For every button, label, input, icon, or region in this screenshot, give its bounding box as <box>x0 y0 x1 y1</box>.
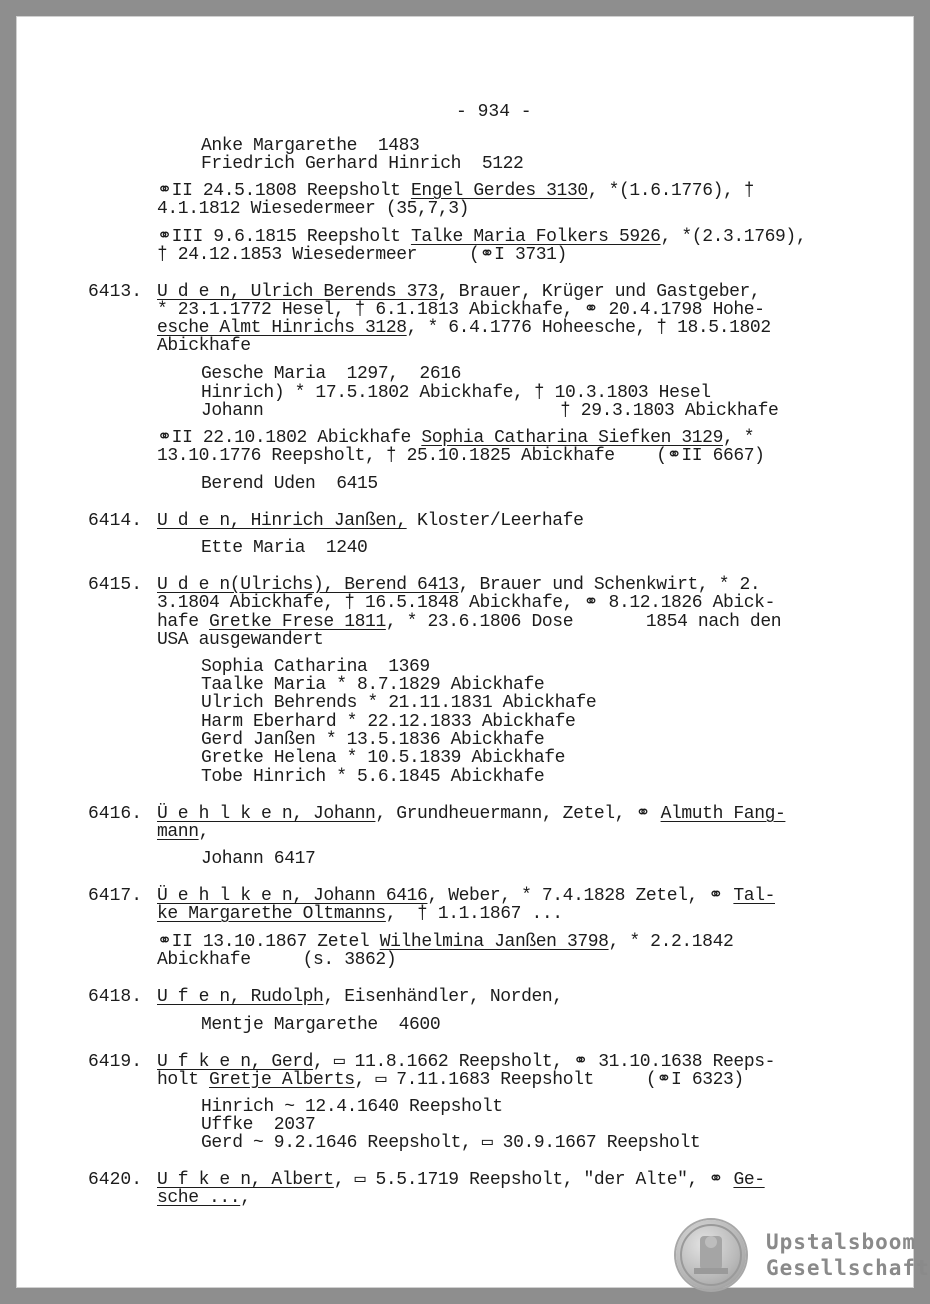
entry-heading: U f e n, Rudolph, Eisenhändler, Norden, <box>157 987 563 1007</box>
text-line: Anke Margarethe 1483 <box>201 136 420 156</box>
text-line: ⚭II 13.10.1867 Zetel Wilhelmina Janßen 3798, * 2.2.1842 <box>157 932 734 952</box>
entry-heading: Ü e h l k e n, Johann 6416, Weber, * 7.4.1828 Zetel, ⚭ Tal- <box>157 886 775 906</box>
text-line: USA ausgewandert <box>157 630 324 650</box>
text-line: Taalke Maria * 8.7.1829 Abickhafe <box>201 675 545 695</box>
text-line: Abickhafe (s. 3862) <box>157 950 397 970</box>
text-line: Berend Uden 6415 <box>201 474 378 494</box>
text-line: 13.10.1776 Reepsholt, † 25.10.1825 Abickhafe (⚭II 6667) <box>157 446 765 466</box>
entry-number: 6416. <box>88 804 143 824</box>
entry-number: 6417. <box>88 886 143 906</box>
text-line: 4.1.1812 Wiesedermeer (35,7,3) <box>157 199 470 219</box>
text-line: Gerd ~ 9.2.1646 Reepsholt, ▭ 30.9.1667 Reepsholt <box>201 1133 701 1153</box>
text-line: ⚭III 9.6.1815 Reepsholt Talke Maria Folkers 5926, *(2.3.1769), <box>157 227 807 247</box>
text-line: Sophia Catharina 1369 <box>201 657 430 677</box>
entry-heading: U d e n(Ulrichs), Berend 6413, Brauer und Schenkwirt, * 2. <box>157 575 761 595</box>
entry-number: 6415. <box>88 575 143 595</box>
entry-heading: U f k e n, Gerd, ▭ 11.8.1662 Reepsholt, ⚭ 31.10.1638 Reeps- <box>157 1052 776 1072</box>
text-line: ⚭II 24.5.1808 Reepsholt Engel Gerdes 3130, *(1.6.1776), † <box>157 181 755 201</box>
text-line: Johann <box>201 401 264 421</box>
text-line: Johann 6417 <box>201 849 316 869</box>
text-line: Hinrich) * 17.5.1802 Abickhafe, † 10.3.1803 Hesel <box>201 383 711 403</box>
text-line: ⚭II 22.10.1802 Abickhafe Sophia Catharina Siefken 3129, * <box>157 428 755 448</box>
text-line: † 29.3.1803 Abickhafe <box>560 401 779 421</box>
text-line: Tobe Hinrich * 5.6.1845 Abickhafe <box>201 767 545 787</box>
text-line: esche Almt Hinrichs 3128, * 6.4.1776 Hoheesche, † 18.5.1802 <box>157 318 771 338</box>
entry-heading: U d e n, Hinrich Janßen, Kloster/Leerhafe <box>157 511 584 531</box>
text-line: sche ..., <box>157 1188 251 1208</box>
text-line: Ulrich Behrends * 21.11.1831 Abickhafe <box>201 693 597 713</box>
document-page <box>16 16 930 1288</box>
logo-line-2: Gesellschaft <box>766 1256 930 1280</box>
text-line: hafe Gretke Frese 1811, * 23.6.1806 Dose 1854 nach den <box>157 612 782 632</box>
text-line: Uffke 2037 <box>201 1115 316 1135</box>
entry-heading: Ü e h l k e n, Johann, Grundheuermann, Zetel, ⚭ Almuth Fang- <box>157 804 786 824</box>
text-line: 3.1804 Abickhafe, † 16.5.1848 Abickhafe, ⚭ 8.12.1826 Abick- <box>157 593 775 613</box>
entry-number: 6414. <box>88 511 143 531</box>
seal-icon <box>676 1220 746 1290</box>
text-line: Hinrich ~ 12.4.1640 Reepsholt <box>201 1097 503 1117</box>
text-line: * 23.1.1772 Hesel, † 6.1.1813 Abickhafe, ⚭ 20.4.1798 Hohe- <box>157 300 765 320</box>
text-line: Gerd Janßen * 13.5.1836 Abickhafe <box>201 730 545 750</box>
entry-heading: U d e n, Ulrich Berends 373, Brauer, Krüger und Gastgeber, <box>157 282 761 302</box>
entry-number: 6413. <box>88 282 143 302</box>
entry-heading: U f k e n, Albert, ▭ 5.5.1719 Reepsholt, "der Alte", ⚭ Ge- <box>157 1170 765 1190</box>
entry-number: 6418. <box>88 987 143 1007</box>
text-line: ke Margarethe Oltmanns, † 1.1.1867 ... <box>157 904 563 924</box>
entry-number: 6420. <box>88 1170 143 1190</box>
text-line: Friedrich Gerhard Hinrich 5122 <box>201 154 524 174</box>
entry-number: 6419. <box>88 1052 143 1072</box>
text-line: Gesche Maria 1297, 2616 <box>201 364 462 384</box>
logo-line-1: Upstalsboom <box>766 1230 917 1254</box>
text-line: Ette Maria 1240 <box>201 538 368 558</box>
text-line: holt Gretje Alberts, ▭ 7.11.1683 Reepsholt (⚭I 6323) <box>157 1070 744 1090</box>
text-line: Gretke Helena * 10.5.1839 Abickhafe <box>201 748 566 768</box>
page-number: - 934 - <box>456 102 532 122</box>
text-line: Mentje Margarethe 4600 <box>201 1015 441 1035</box>
text-line: Harm Eberhard * 22.12.1833 Abickhafe <box>201 712 576 732</box>
upstalsboom-logo <box>676 1216 930 1296</box>
text-line: mann, <box>157 822 210 842</box>
text-line: † 24.12.1853 Wiesedermeer (⚭I 3731) <box>157 245 567 265</box>
text-line: Abickhafe <box>157 336 251 356</box>
